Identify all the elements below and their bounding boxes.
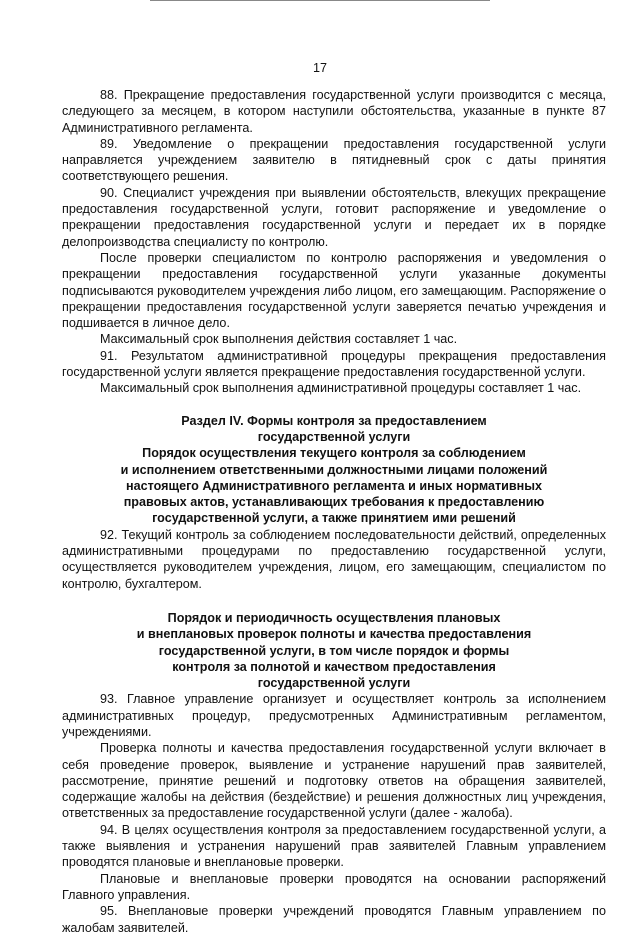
document-body [62,87,606,936]
section-iv-heading [62,413,606,527]
heading-line: Порядок осуществления текущего контроля за соблюдением [142,446,526,461]
paragraph-max-time-procedure: Максимальный срок выполнения административной процедуры составляет 1 час. [100,381,582,396]
paragraph-93: 93. Главное управление организует и осуществляет контроль за исполнением административных процедур, предусмотренных Административным регламентом, учреждениями. [62,692,606,739]
paragraph-90-continued: После проверки специалистом по контролю распоряжения и уведомления о прекращении предоставления государственной услуги указанные документы подписываются руководителем учреждения либо лицом, его замещающим. Распоряжение о прекращении предоставления государственной услуги заверяется печатью учреждения и подшивается в личное дело. [62,250,606,331]
paragraph-90: 90. Специалист учреждения при выявлении обстоятельств, влекущих прекращение предоставления государственной услуги, готовит распоряжение и уведомление о прекращении предоставления государственной услуги и передает их в порядке делопроизводства специалисту по контролю. [62,185,606,249]
heading-line: правовых актов, устанавливающих требования к предоставлению [123,495,545,510]
heading-line: государственной услуги, в том числе порядок и формы [158,643,510,658]
heading-line: настоящего Административного регламента и иных нормативных [125,478,543,493]
subsection-heading [62,610,606,691]
heading-line: государственной услуги [257,429,411,444]
paragraph-94: 94. В целях осуществления контроля за предоставлением государственной услуги, а также выявления и устранения нарушений прав заявителей Главным управлением проводятся плановые и внеплановые проверки. [62,822,606,870]
paragraph-max-time-action: Максимальный срок выполнения действия составляет 1 час. [100,332,458,347]
paragraph-inspection-basis: Плановые и внеплановые проверки проводятся на основании распоряжений Главного управления. [62,871,606,902]
top-border-line [150,0,490,1]
heading-line: Порядок и периодичность осуществления плановых [167,610,501,625]
paragraph-92: 92. Текущий контроль за соблюдением последовательности действий, определенных административными процедурами по предоставлению государственной услуги, осуществляется руководителем учреждения, лицом, его замещающим, специалистом по контролю, бухгалтером. [62,527,606,591]
heading-line: и внеплановых проверок полноты и качества предоставления [136,627,532,642]
page-number: 17 [312,61,327,75]
heading-line: государственной услуги [257,676,411,691]
paragraph-91: 91. Результатом административной процедуры прекращения предоставления государственной услуги является прекращение предоставления государственной услуги. [62,348,606,380]
heading-line: Раздел IV. Формы контроля за предоставлением [181,413,487,428]
paragraph-95: 95. Внеплановые проверки учреждений проводятся Главным управлением по жалобам заявителей. [62,904,606,935]
heading-line: контроля за полнотой и качеством предоставления [172,659,496,674]
paragraph-89: 89. Уведомление о прекращении предоставления государственной услуги направляется учреждением заявителю в пятидневный срок с даты принятия соответствующего решения. [62,136,606,184]
paragraph-inspection-scope: Проверка полноты и качества предоставления государственной услуги включает в себя проведение проверок, выявление и устранение нарушений прав заявителей, рассмотрение, принятие решений и подготовку ответов на обращения заявителей, содержащие жалобы на действия (бездействие) и решения должностных лиц учреждения, ответственных за предоставление государственной услуги (далее - жалоба). [62,741,606,821]
heading-line: и исполнением ответственными должностными лицами положений [120,462,548,477]
heading-line: государственной услуги, а также принятием ими решений [152,511,516,526]
paragraph-88: 88. Прекращение предоставления государственной услуги производится с месяца, следующего за месяцем, в котором наступили обстоятельства, указанные в пункте 87 Административного регламента. [62,88,606,135]
